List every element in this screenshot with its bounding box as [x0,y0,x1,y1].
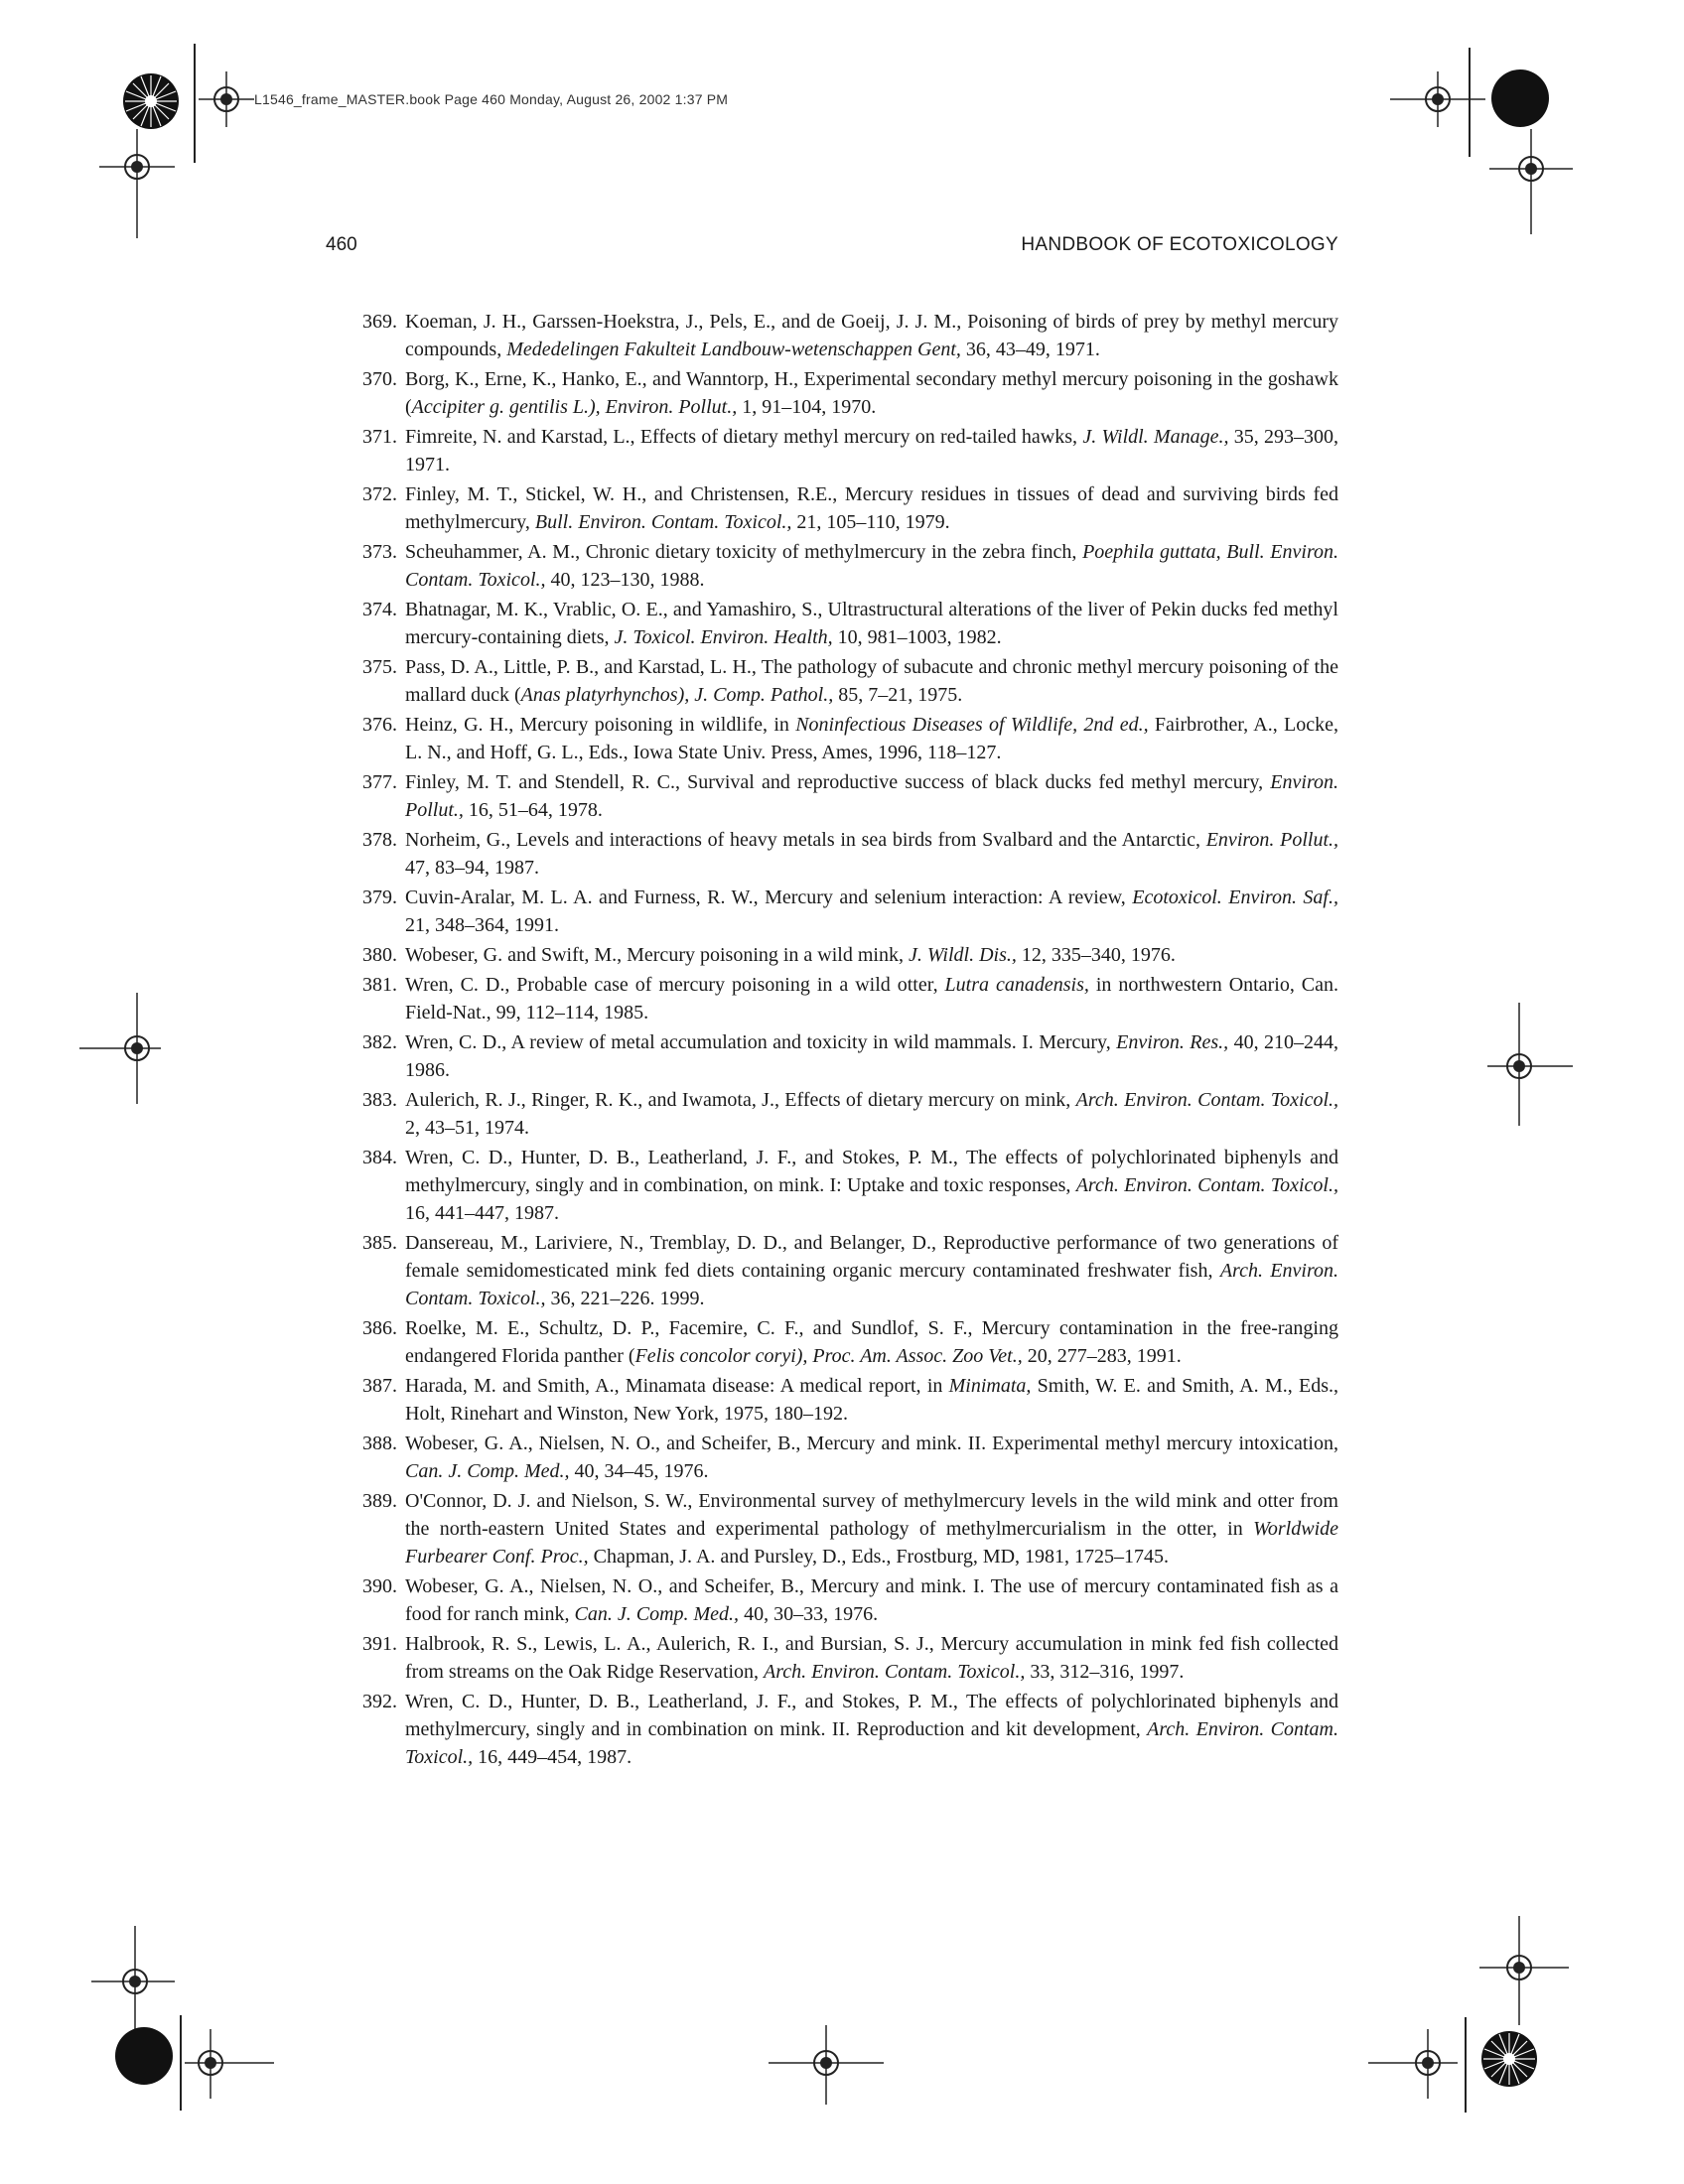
reference-text: Aulerich, R. J., Ringer, R. K., and Iwamota, J., Effects of dietary mercury on mink, [405,1089,1076,1111]
book-title: HANDBOOK OF ECOTOXICOLOGY [1021,234,1338,255]
reference-citation: 20, 277–283, 1991. [1022,1345,1182,1367]
reference-text: Scheuhammer, A. M., Chronic dietary toxicity of methylmercury in the zebra finch, [405,541,1083,563]
reference-citation: 85, 7–21, 1975. [833,684,963,706]
reference-text: Roelke, M. E., Schultz, D. P., Facemire, C. F., and Sundlof, S. F., Mercury contamination in the free-ranging endangered Florida panther ( [405,1317,1338,1367]
reference-number: 369. [362,311,397,333]
reference-text: Wren, C. D., Hunter, D. B., Leatherland, J. F., and Stokes, P. M., The effects of polychlorinated biphenyls and methylmercury, singly and in combination, on mink. I: Uptake and toxic responses, [405,1147,1338,1196]
print-slug: L1546_frame_MASTER.book Page 460 Monday, August 26, 2002 1:37 PM [254,91,729,107]
reference-source: Worldwide Furbearer Conf. Proc., [405,1518,1338,1568]
reference-text: O'Connor, D. J. and Nielson, S. W., Environmental survey of methylmercury levels in the wild mink and otter from the north-eastern United States and experimental pathology of methylmercurialism in the otter, in [405,1490,1338,1540]
reference-source: Environ. Res., [1116,1031,1229,1053]
reference-entry [346,480,1338,536]
reference-source: Arch. Environ. Contam. Toxicol., [1075,1089,1338,1111]
reference-entry [346,423,1338,478]
reference-number: 392. [362,1691,397,1712]
reference-entry [346,1086,1338,1142]
reference-source: Can. J. Comp. Med., [405,1460,570,1482]
reference-source: Arch. Environ. Contam. Toxicol., [1075,1174,1338,1196]
reference-text: Harada, M. and Smith, A., Minamata disease: A medical report, in [405,1375,949,1397]
reference-entry [346,653,1338,709]
reference-number: 372. [362,483,397,505]
registration-crosshair-icon [1368,2029,1458,2099]
crop-line-icon [193,44,197,163]
crop-line-icon [179,2015,183,2111]
reference-number: 383. [362,1089,397,1111]
registration-dot-icon [1489,68,1551,129]
reference-citation: Chapman, J. A. and Pursley, D., Eds., Frostburg, MD, 1981, 1725–1745. [588,1546,1170,1568]
reference-citation: 40, 30–33, 1976. [739,1603,879,1625]
reference-citation: 40, 34–45, 1976. [569,1460,709,1482]
reference-source: Environ. Pollut., [1205,829,1339,851]
reference-source: Environ. Pollut., [405,771,1338,821]
reference-text: Pass, D. A., Little, P. B., and Karstad, L. H., The pathology of subacute and chronic methyl mercury poisoning of the mallard duck ( [405,656,1338,706]
reference-source: Ecotoxicol. Environ. Saf., [1132,887,1338,908]
reference-number: 387. [362,1375,397,1397]
reference-citation: 10, 981–1003, 1982. [832,626,1002,648]
reference-citation: 21, 105–110, 1979. [791,511,950,533]
reference-number: 381. [362,974,397,996]
reference-text: Finley, M. T., Stickel, W. H., and Christensen, R.E., Mercury residues in tissues of dead and surviving birds fed methylmercury, [405,483,1338,533]
reference-number: 378. [362,829,397,851]
reference-text: Halbrook, R. S., Lewis, L. A., Aulerich, R. I., and Bursian, S. J., Mercury accumulation in mink fed fish collected from streams on the Oak Ridge Reservation, [405,1633,1338,1683]
reference-text: Wren, C. D., A review of metal accumulation and toxicity in wild mammals. I. Mercury, [405,1031,1117,1053]
registration-crosshair-icon [91,1926,175,2035]
reference-citation: in northwestern Ontario, Can. Field-Nat., 99, 112–114, 1985. [405,974,1339,1024]
reference-text: Wobeser, G. and Swift, M., Mercury poisoning in a wild mink, [405,944,909,966]
reference-text: Finley, M. T. and Stendell, R. C., Survival and reproductive success of black ducks fed methyl mercury, [405,771,1271,793]
reference-citation: 2, 43–51, 1974. [405,1117,529,1139]
reference-text: Wren, C. D., Hunter, D. B., Leatherland, J. F., and Stokes, P. M., The effects of polychlorinated biphenyls and methylmercury, singly and in combination on mink. II. Reproduction and kit development, [405,1691,1338,1740]
reference-source: Arch. Environ. Contam. Toxicol., [405,1260,1338,1309]
reference-text: Dansereau, M., Lariviere, N., Tremblay, D. D., and Belanger, D., Reproductive performance of two generations of female semidomesticated mink fed diets containing organic mercury contaminated freshwater fish, [405,1232,1338,1282]
running-head [326,234,1338,262]
reference-citation: 16, 449–454, 1987. [473,1746,632,1768]
reference-text: Fimreite, N. and Karstad, L., Effects of dietary methyl mercury on red-tailed hawks, [405,426,1083,448]
reference-citation: 47, 83–94, 1987. [405,857,539,879]
registration-crosshair-icon [1479,1916,1569,2025]
reference-text: Norheim, G., Levels and interactions of heavy metals in sea birds from Svalbard and the Antarctic, [405,829,1206,851]
reference-source: J. Wildl. Manage., [1082,426,1229,448]
registration-crosshair-icon [199,71,254,127]
registration-crosshair-icon [185,2029,274,2099]
reference-citation: 35, 293–300, 1971. [405,426,1339,476]
reference-source: Poephila guttata, Bull. Environ. Contam. Toxicol., [405,541,1338,591]
reference-number: 374. [362,599,397,620]
reference-citation: Fairbrother, A., Locke, L. N., and Hoff, G. L., Eds., Iowa State Univ. Press, Ames, 1996, 118–127. [405,714,1338,763]
reference-citation: 16, 51–64, 1978. [463,799,603,821]
reference-entry [346,1630,1338,1686]
reference-citation: 36, 43–49, 1971. [960,339,1100,360]
reference-number: 384. [362,1147,397,1168]
reference-text: Wobeser, G. A., Nielsen, N. O., and Scheifer, B., Mercury and mink. I. The use of mercury contaminated fish as a food for ranch mink, [405,1575,1338,1625]
registration-crosshair-icon [1489,129,1573,234]
registration-starburst-icon [1479,2029,1539,2089]
reference-source: Accipiter g. gentilis L.), Environ. Pollut., [411,396,738,418]
reference-text: Heinz, G. H., Mercury poisoning in wildlife, in [405,714,796,736]
reference-number: 389. [362,1490,397,1512]
crop-line-icon [1468,48,1472,157]
reference-citation: 36, 221–226. 1999. [545,1288,705,1309]
reference-entry [346,308,1338,363]
reference-text: Koeman, J. H., Garssen-Hoekstra, J., Pels, E., and de Goeij, J. J. M., Poisoning of birds of prey by methyl mercury compounds, [405,311,1338,360]
reference-list [346,308,1338,1773]
reference-number: 375. [362,656,397,678]
reference-text: Cuvin-Aralar, M. L. A. and Furness, R. W., Mercury and selenium interaction: A review, [405,887,1133,908]
reference-source: Noninfectious Diseases of Wildlife, 2nd ed., [795,714,1149,736]
reference-entry [346,1372,1338,1428]
reference-entry [346,1688,1338,1771]
reference-number: 371. [362,426,397,448]
reference-source: Arch. Environ. Contam. Toxicol., [764,1661,1026,1683]
reference-entry [346,711,1338,766]
reference-number: 382. [362,1031,397,1053]
reference-source: Minimata, [948,1375,1032,1397]
reference-citation: 12, 335–340, 1976. [1016,944,1176,966]
reference-citation: 40, 210–244, 1986. [405,1031,1338,1081]
registration-crosshair-icon [99,129,175,238]
reference-entry [346,1229,1338,1312]
reference-entry [346,1487,1338,1570]
reference-number: 390. [362,1575,397,1597]
registration-crosshair-icon [79,993,161,1104]
reference-source: Mededelingen Fakulteit Landbouw-wetenschappen Gent, [506,339,961,360]
reference-citation: 33, 312–316, 1997. [1025,1661,1185,1683]
reference-entry [346,538,1338,594]
reference-number: 377. [362,771,397,793]
reference-number: 385. [362,1232,397,1254]
reference-number: 376. [362,714,397,736]
reference-number: 386. [362,1317,397,1339]
reference-entry [346,1028,1338,1084]
reference-entry [346,826,1338,882]
reference-number: 370. [362,368,397,390]
reference-source: Felis concolor coryi), Proc. Am. Assoc. Zoo Vet., [634,1345,1023,1367]
reference-text: Borg, K., Erne, K., Hanko, E., and Wanntorp, H., Experimental secondary methyl mercury poisoning in the goshawk ( [405,368,1338,418]
reference-citation: 1, 91–104, 1970. [737,396,877,418]
reference-source: J. Toxicol. Environ. Health, [614,626,833,648]
reference-text: Wren, C. D., Probable case of mercury poisoning in a wild otter, [405,974,945,996]
reference-number: 388. [362,1433,397,1454]
reference-number: 380. [362,944,397,966]
reference-entry [346,971,1338,1026]
registration-crosshair-icon [769,2025,884,2105]
crop-line-icon [1464,2017,1468,2113]
reference-citation: Smith, W. E. and Smith, A. M., Eds., Holt, Rinehart and Winston, New York, 1975, 180–192. [405,1375,1338,1425]
reference-entry [346,1572,1338,1628]
reference-text: Wobeser, G. A., Nielsen, N. O., and Scheifer, B., Mercury and mink. II. Experimental methyl mercury intoxication, [405,1433,1338,1454]
reference-number: 379. [362,887,397,908]
reference-entry [346,1144,1338,1227]
reference-entry [346,1430,1338,1485]
reference-citation: 40, 123–130, 1988. [545,569,705,591]
registration-dot-icon [113,2025,175,2087]
reference-number: 391. [362,1633,397,1655]
registration-starburst-icon [121,71,181,131]
reference-entry [346,941,1338,969]
reference-source: Anas platyrhynchos), J. Comp. Pathol., [520,684,834,706]
reference-number: 373. [362,541,397,563]
reference-citation: 21, 348–364, 1991. [405,914,559,936]
reference-source: J. Wildl. Dis., [908,944,1017,966]
reference-entry [346,1314,1338,1370]
reference-entry [346,884,1338,939]
reference-source: Can. J. Comp. Med., [574,1603,740,1625]
reference-text: Bhatnagar, M. K., Vrablic, O. E., and Yamashiro, S., Ultrastructural alterations of the liver of Pekin ducks fed methyl mercury-containing diets, [405,599,1338,648]
reference-source: Arch. Environ. Contam. Toxicol., [405,1718,1338,1768]
reference-citation: 16, 441–447, 1987. [405,1202,559,1224]
reference-source: Lutra canadensis, [944,974,1089,996]
page-number: 460 [326,234,357,255]
reference-entry [346,768,1338,824]
reference-source: Bull. Environ. Contam. Toxicol., [534,511,792,533]
reference-entry [346,596,1338,651]
registration-crosshair-icon [1487,1003,1573,1126]
reference-entry [346,365,1338,421]
